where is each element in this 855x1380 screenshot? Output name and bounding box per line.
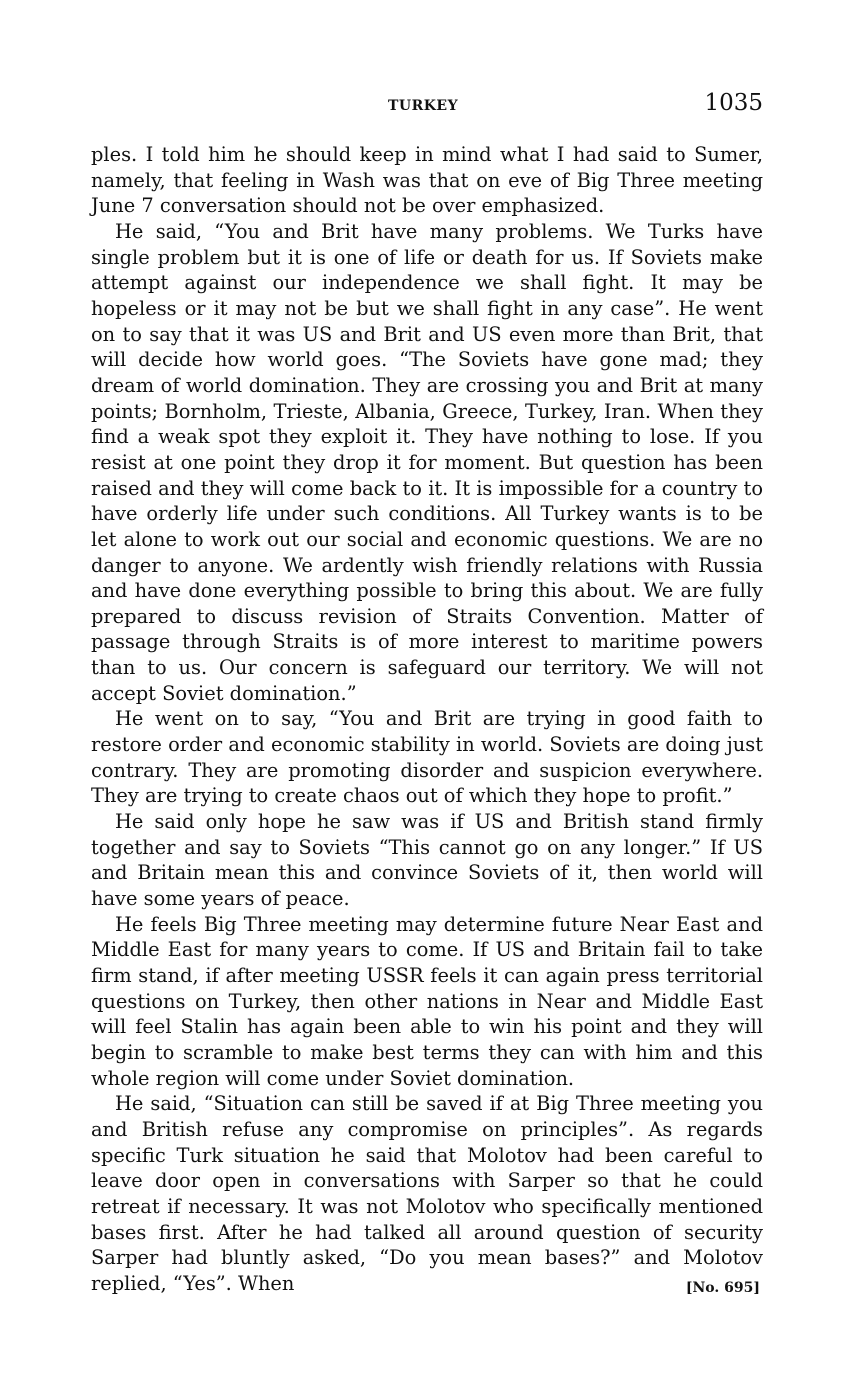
running-title: TURKEY bbox=[388, 98, 459, 114]
paragraph-continuation: ples. I told him he should keep in mind what I had said to Sumer, namely, that feeling in Wash was that on eve of Big Three meeting June 7 conversation should not be over emphasized. bbox=[91, 143, 763, 218]
body-text bbox=[91, 142, 763, 1297]
paragraph: He went on to say, “You and Brit are trying in good faith to restore order and economic stability in world. Soviets are doing just contrary. They are promoting disorder and suspicion everywhere. They are trying to create chaos out of which they hope to profit.” bbox=[91, 707, 763, 808]
running-head bbox=[0, 90, 855, 122]
paragraph: He said, “You and Brit have many problems. We Turks have single problem but it is one of life or death for us. If Soviets make attempt against our independence we shall fight. It may be hopeless or it may not be but we shall fight in any case”. He went on to say that it was US and Brit and US even more than Brit, that will decide how world goes. “The Soviets have gone mad; they dream of world domination. They are crossing you and Brit at many points; Bornholm, Trieste, Albania, Greece, Turkey, Iran. When they find a weak spot they exploit it. They have nothing to lose. If you resist at one point they drop it for moment. But question has been raised and they will come back to it. It is impossible for a country to have orderly life under such conditions. All Turkey wants is to be let alone to work out our social and economic questions. We are no danger to anyone. We ardently wish friendly relations with Russia and have done everything possible to bring this about. We are fully prepared to discuss revision of Straits Convention. Matter of passage through Straits is of more interest to maritime powers than to us. Our concern is safeguard our territory. We will not accept Soviet domination.” bbox=[91, 219, 763, 705]
paragraph: He said only hope he saw was if US and British stand firmly together and say to Soviets “This cannot go on any longer.” If US and Britain mean this and convince Soviets of it, then world will have some years of peace. bbox=[91, 810, 763, 911]
paragraph: He said, “Situation can still be saved if at Big Three meeting you and British refuse any compromise on principles”. As regards specific Turk situation he said that Molotov had been careful to leave door open in conversations with Sarper so that he could retreat if necessary. It was not Molotov who specifically mentioned bases first. After he had talked all around question of security Sarper had bluntly asked, “Do you mean bases?” and Molotov replied, “Yes”. When bbox=[91, 1092, 763, 1295]
document-number: [No. 695] bbox=[685, 1280, 760, 1296]
paragraph: He feels Big Three meeting may determine future Near East and Middle East for many years to come. If US and Britain fail to take firm stand, if after meeting USSR feels it can again press territorial questions on Turkey, then other nations in Near and Middle East will feel Stalin has again been able to win his point and they will begin to scramble to make best terms they can with him and this whole region will come under Soviet domination. bbox=[91, 912, 763, 1090]
page-number: 1035 bbox=[704, 90, 763, 116]
